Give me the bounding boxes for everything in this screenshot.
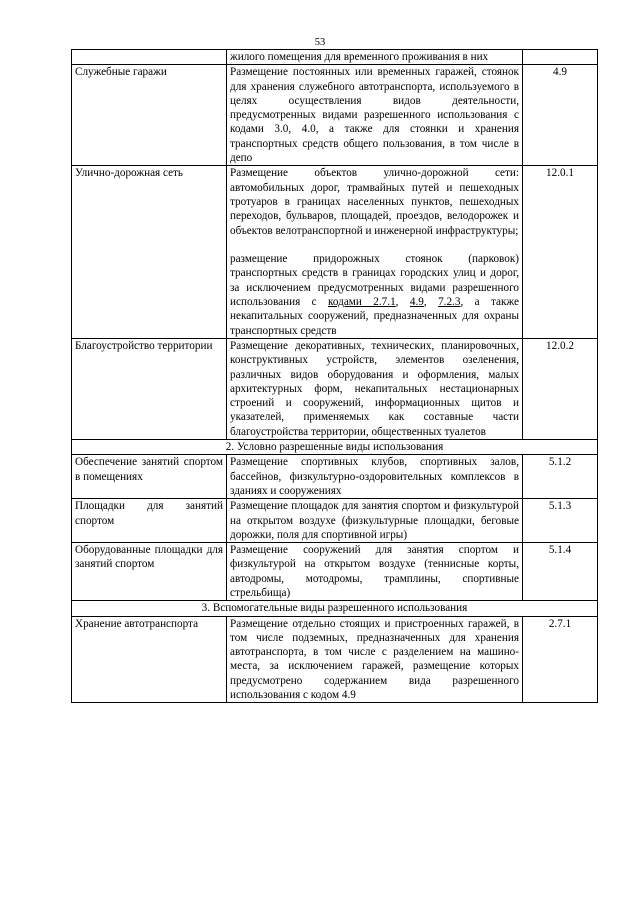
section-row: [72, 440, 598, 455]
code-reference-link[interactable]: кодами 2.7.1: [328, 296, 396, 309]
use-description: Размещение сооружений для занятия спортом и физкультурой на открытом воздухе (теннисные корты, автодромы, мотодромы, трамплины, спортивные стрельбища): [227, 543, 523, 601]
use-name: Благоустройство территории: [72, 338, 227, 439]
use-code: 4.9: [523, 65, 598, 166]
use-code: 2.7.1: [523, 616, 598, 703]
use-code: 5.1.3: [523, 499, 598, 543]
section-heading: 2. Условно разрешенные виды использования: [72, 440, 598, 455]
description-text: , а также некапитальных сооружений, предназначенных для охраны транспортных средств: [230, 296, 519, 337]
table-row: [72, 499, 598, 543]
use-code: 12.0.2: [523, 338, 598, 439]
use-name: Обеспечение занятий спортом в помещениях: [72, 455, 227, 499]
description-paragraph: Размещение объектов улично-дорожной сети: автомобильных дорог, трамвайных путей и пешеходных тротуаров в границах населенных пунктов, пешеходных переходов, бульваров, площадей, проездов, велодорожек и объектов велотранспортной и инженерной инфраструктуры;: [230, 167, 519, 237]
use-code: 5.1.2: [523, 455, 598, 499]
table-row: [72, 543, 598, 601]
table-row: [72, 50, 598, 65]
table-row: [72, 166, 598, 339]
use-description: Размещение декоративных, технических, планировочных, конструктивных устройств, элементов озеленения, различных видов оборудования и оформления, малых архитектурных форм, некапитальных нестационарных строений и сооружений, информационных щитов и указателей, применяемых как составные части благоустройства территории, общественных туалетов: [227, 338, 523, 439]
table-row: [72, 338, 598, 439]
section-row: [72, 601, 598, 616]
use-code-cell: [523, 50, 598, 65]
use-name: Площадки для занятий спортом: [72, 499, 227, 543]
separator-text: ,: [395, 296, 410, 309]
use-code: 5.1.4: [523, 543, 598, 601]
table-row: [72, 616, 598, 703]
use-description: [227, 166, 523, 339]
separator-text: ,: [423, 296, 439, 309]
use-name: Оборудованные площадки для занятий спортом: [72, 543, 227, 601]
page-number: 53: [314, 37, 326, 48]
land-use-table: [71, 49, 598, 703]
use-code: 12.0.1: [523, 166, 598, 339]
use-name: Хранение автотранспорта: [72, 616, 227, 703]
use-description: Размещение площадок для занятия спортом и физкультурой на открытом воздухе (физкультурные площадки, беговые дорожки, поля для спортивной игры): [227, 499, 523, 543]
use-description: Размещение постоянных или временных гаражей, стоянок для хранения служебного автотранспорта, используемого в целях осуществления видов деятельности, предусмотренных видами разрешенного использования с кодами 3.0, 4.0, а также для стоянки и хранения транспортных средств общего пользования, в том числе в депо: [227, 65, 523, 166]
use-name: Улично-дорожная сеть: [72, 166, 227, 339]
use-description: Размещение отдельно стоящих и пристроенных гаражей, в том числе подземных, предназначенных для хранения автотранспорта, в том числе с разделением на машино-места, за исключением гаражей, размещение которых предусмотрено содержанием вида разрешенного использования с кодом 4.9: [227, 616, 523, 703]
description-text: размещение придорожных стоянок (парковок) транспортных средств в границах городских улиц и дорог, за исключением предусмотренных видами разрешенного использования с: [230, 253, 519, 309]
use-description: Размещение спортивных клубов, спортивных залов, бассейнов, физкультурно-оздоровительных комплексов в зданиях и сооружениях: [227, 455, 523, 499]
code-reference-link[interactable]: 4.9: [409, 296, 424, 309]
use-name: Служебные гаражи: [72, 65, 227, 166]
table-row: [72, 455, 598, 499]
code-reference-link[interactable]: 7.2.3: [438, 296, 461, 309]
description-paragraph: [230, 252, 519, 338]
use-description: жилого помещения для временного проживания в них: [227, 50, 523, 65]
use-name-cell: [72, 50, 227, 65]
table-row: [72, 65, 598, 166]
section-heading: 3. Вспомогательные виды разрешенного использования: [72, 601, 598, 616]
